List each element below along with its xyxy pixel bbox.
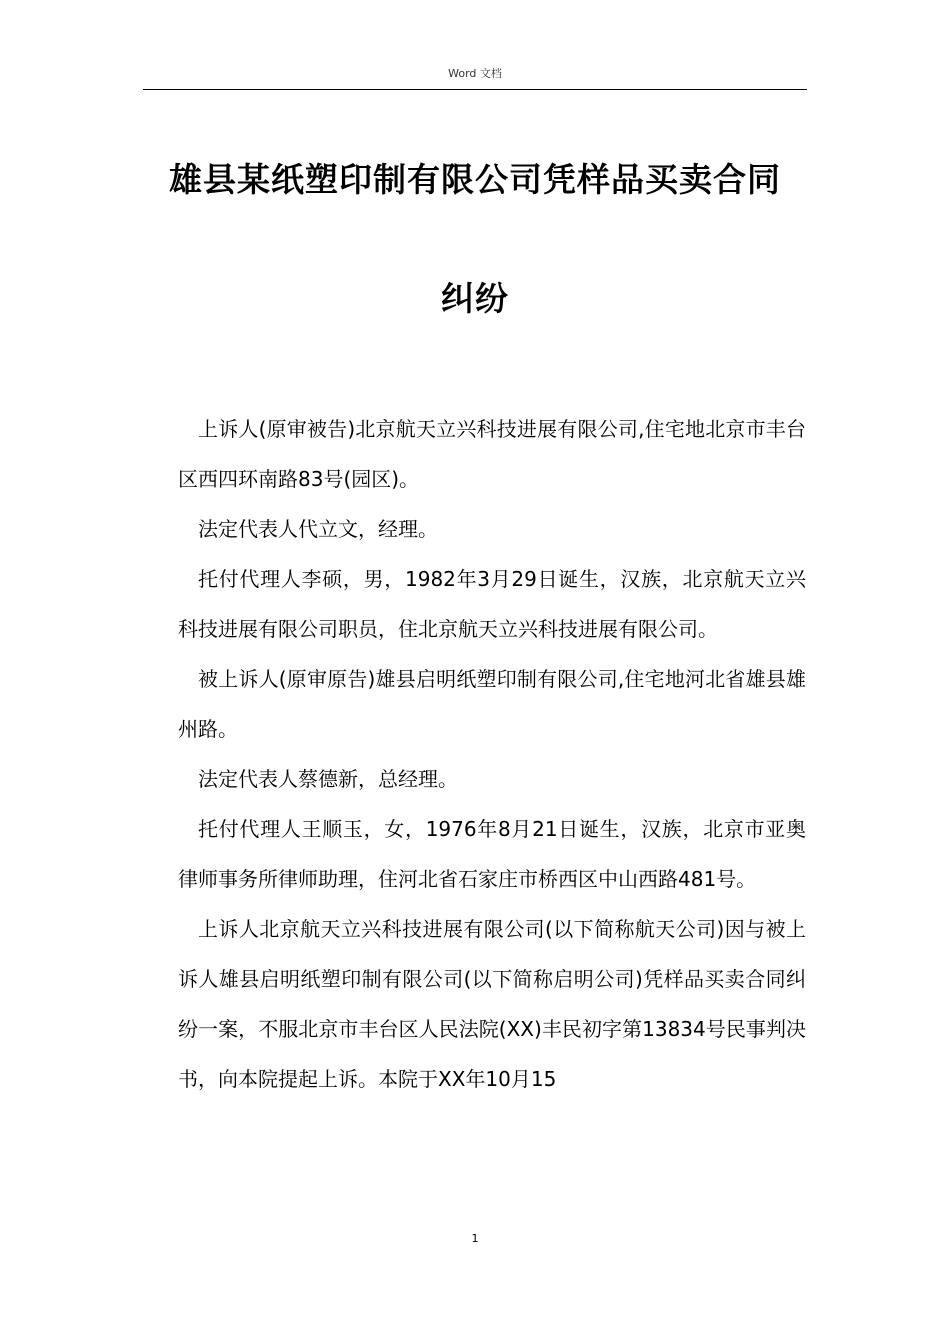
header-label: Word 文档 bbox=[448, 67, 502, 80]
paragraph-appellant-legal-rep: 法定代表人代立文，经理。 bbox=[198, 517, 438, 541]
document-body bbox=[178, 404, 806, 1104]
paragraph-case-summary: 上诉人北京航天立兴科技进展有限公司(以下简称航天公司)因与被上诉人雄县启明纸塑印制有限公司(以下简称启明公司)凭样品买卖合同纠纷一案，不服北京市丰台区人民法院(XX)丰民初字第13834号民事判决书，向本院提起上诉。本院于XX年10月15 bbox=[178, 917, 806, 1091]
document-title-line-1: 雄县某纸塑印制有限公司凭样品买卖合同 bbox=[169, 160, 781, 199]
page-number: 1 bbox=[471, 1232, 479, 1245]
paragraph-appellee-legal-rep: 法定代表人蔡德新，总经理。 bbox=[198, 767, 458, 791]
paragraph-appellee: 被上诉人(原审原告)雄县启明纸塑印制有限公司,住宅地河北省雄县雄州路。 bbox=[178, 667, 806, 741]
paragraph-appellant: 上诉人(原审被告)北京航天立兴科技进展有限公司,住宅地北京市丰台区西四环南路83号(园区)。 bbox=[178, 417, 806, 491]
paragraph-appellee-agent: 托付代理人王顺玉，女，1976年8月21日诞生，汉族，北京市亚奥律师事务所律师助理，住河北省石家庄市桥西区中山西路481号。 bbox=[178, 817, 806, 891]
document-title-line-2: 纠纷 bbox=[441, 279, 509, 318]
page-header bbox=[143, 0, 807, 90]
paragraph-appellant-agent: 托付代理人李硕，男，1982年3月29日诞生，汉族，北京航天立兴科技进展有限公司职员，住北京航天立兴科技进展有限公司。 bbox=[178, 567, 806, 641]
